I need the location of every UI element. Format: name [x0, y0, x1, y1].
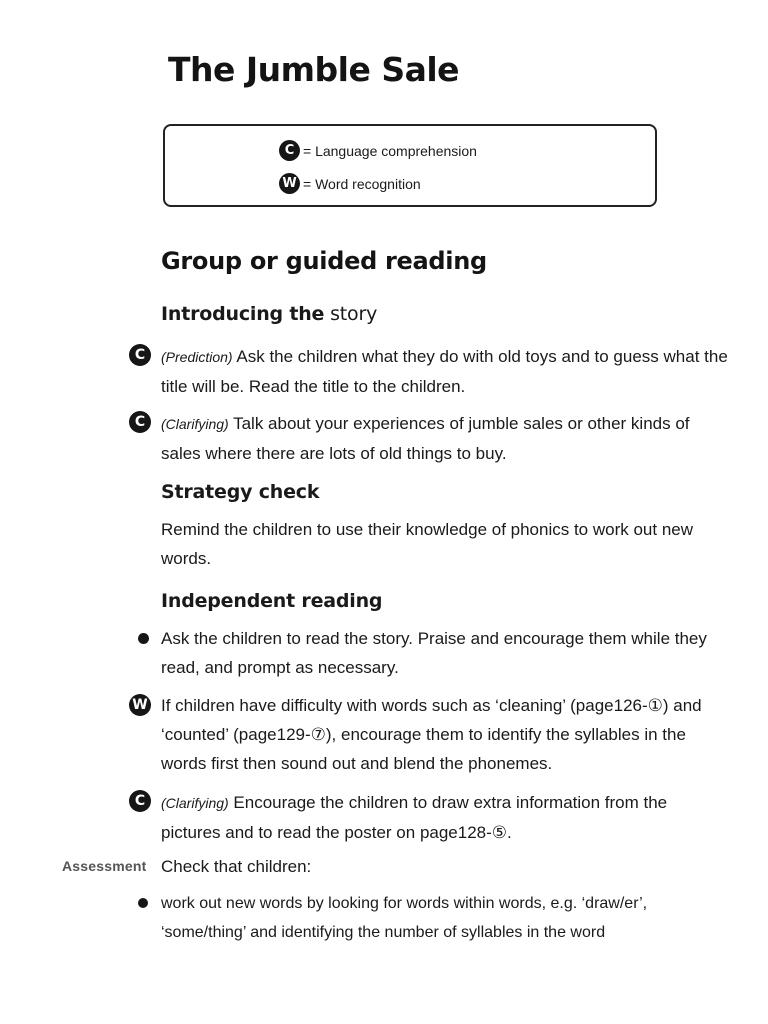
key-row-word-recognition	[279, 173, 421, 194]
clarifying-pictures-paragraph	[161, 788, 731, 847]
clarifying-pictures-text: Encourage the children to draw extra information from the pictures and to read the poster on page128-⑤.	[161, 793, 668, 842]
prediction-paragraph	[161, 342, 731, 401]
w-marker-icon: W	[129, 694, 151, 716]
introducing-heading	[161, 303, 377, 325]
independent-heading: Independent reading	[161, 590, 383, 612]
key-comprehension-label: = Language comprehension	[303, 142, 477, 159]
clarifying-tag: (Clarifying)	[161, 416, 229, 432]
assessment-label: Assessment	[62, 858, 147, 874]
bullet-icon	[138, 898, 148, 908]
clarifying-pictures-tag: (Clarifying)	[161, 795, 229, 811]
word-recognition-paragraph: If children have difficulty with words such as ‘cleaning’ (page126-①) and ‘counted’ (page129-⑦), encourage them to identify the syllables in the words first then sound out and blend the phonemes.	[161, 696, 702, 773]
key-box	[163, 124, 657, 207]
introducing-heading-rest: story	[324, 303, 378, 325]
c-badge-icon: C	[279, 140, 300, 161]
page-title: The Jumble Sale	[168, 50, 460, 89]
clarifying-text: Talk about your experiences of jumble sales or other kinds of sales where there are lots of old things to buy.	[161, 414, 690, 463]
c-marker-icon: C	[129, 790, 151, 812]
strategy-heading: Strategy check	[161, 481, 320, 503]
strategy-paragraph: Remind the children to use their knowledge of phonics to work out new words.	[161, 520, 694, 568]
w-badge-icon: W	[279, 173, 300, 194]
assessment-lead: Check that children:	[161, 857, 312, 876]
independent-bullet-text: Ask the children to read the story. Praise and encourage them while they read, and prompt as necessary.	[161, 629, 707, 677]
bullet-icon	[138, 633, 149, 644]
prediction-tag: (Prediction)	[161, 349, 233, 365]
c-marker-icon: C	[129, 344, 151, 366]
key-word-recognition-label: = Word recognition	[303, 175, 421, 192]
prediction-text: Ask the children what they do with old toys and to guess what the title will be. Read the title to the children.	[161, 347, 728, 396]
assessment-bullet-text: work out new words by looking for words within words, e.g. ‘draw/er’, ‘some/thing’ and identifying the number of syllables in the word	[161, 895, 648, 941]
c-marker-icon: C	[129, 411, 151, 433]
section-heading: Group or guided reading	[161, 247, 487, 275]
key-row-comprehension	[279, 140, 477, 161]
introducing-heading-bold: Introducing the	[161, 303, 325, 325]
clarifying-paragraph	[161, 409, 731, 468]
